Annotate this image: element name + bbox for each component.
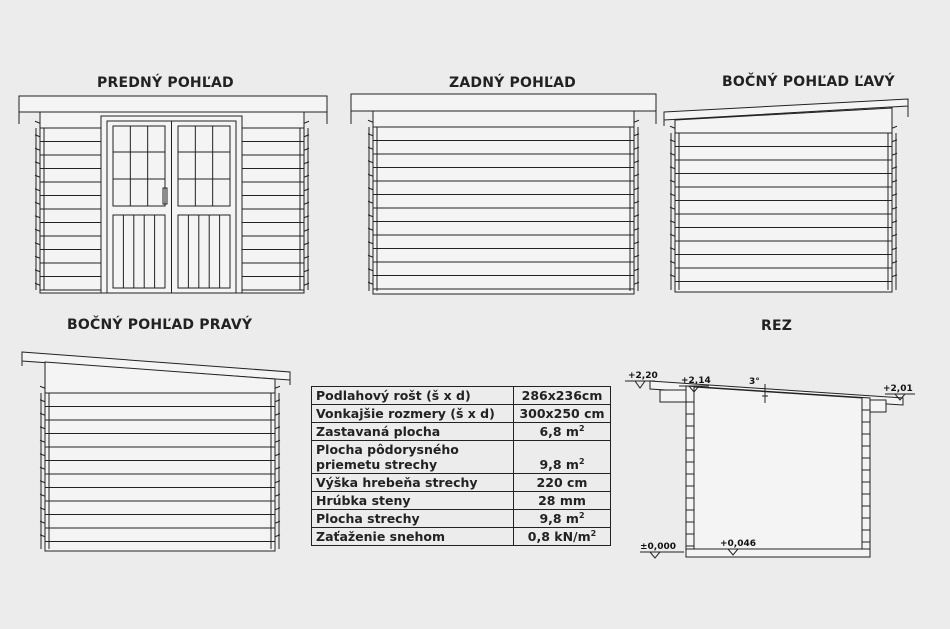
table-row: Plocha pôdorysného priemetu strechy 9,8 $m^2$: [312, 441, 611, 474]
left-view-drawing: [664, 99, 908, 292]
svg-text:+2,14: +2,14: [681, 376, 711, 386]
svg-text:+2,20: +2,20: [628, 371, 658, 381]
specifications-table: [311, 386, 611, 546]
front-view-title: PREDNÝ POHĽAD: [97, 75, 234, 91]
section-view-title: REZ: [761, 318, 793, 334]
front-view-drawing: [19, 96, 327, 293]
svg-text:+0,046: +0,046: [720, 539, 757, 549]
table-row: Plocha strechy 9,8 $m^2$: [312, 510, 611, 528]
left-view-title: BOČNÝ POHĽAD ĽAVÝ: [722, 74, 895, 90]
back-view-title: ZADNÝ POHĽAD: [449, 75, 576, 91]
right-view-drawing: [22, 352, 290, 551]
table-row: Zaťaženie snehom 0,8 $kN/m^2$: [312, 528, 611, 546]
svg-text:±0,000: ±0,000: [640, 542, 677, 552]
svg-text:3°: 3°: [749, 377, 760, 387]
table-row: Podlahový rošt (š x d) 286x236cm: [312, 387, 611, 405]
section-drawing: [625, 371, 915, 558]
right-wall: [45, 362, 275, 551]
back-view-drawing: [351, 94, 656, 294]
back-wall: [373, 111, 634, 294]
level-marker-floor0: [640, 542, 684, 558]
table-row: Výška hrebeňa strechy 220 cm: [312, 474, 611, 492]
svg-text:+2,01: +2,01: [883, 384, 913, 394]
table-row: Zastavaná plocha 6,8 $m^2$: [312, 423, 611, 441]
table-row: Hrúbka steny 28 mm: [312, 492, 611, 510]
table-row: Vonkajšie rozmery (š x d) 300x250 cm: [312, 405, 611, 423]
right-view-title: BOČNÝ POHĽAD PRAVÝ: [67, 317, 253, 333]
